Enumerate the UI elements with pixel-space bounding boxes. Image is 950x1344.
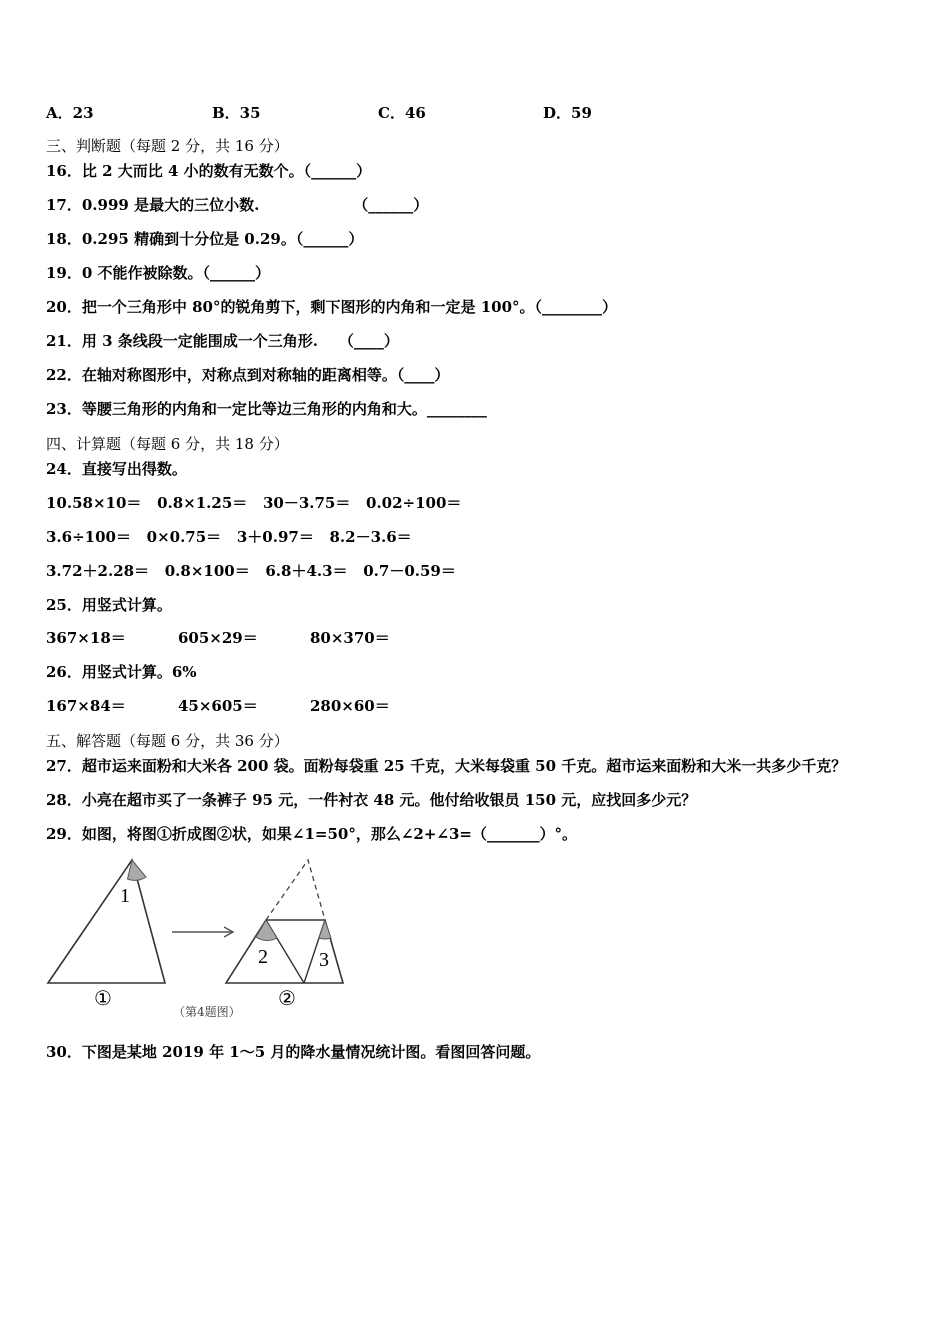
figure-caption: （第4题图） (173, 1005, 241, 1019)
question-17: 17．0.999 是最大的三位小数. （______） (46, 196, 429, 214)
question-16: 16．比 2 大而比 4 小的数有无数个。（______） (46, 162, 372, 180)
question-28: 28．小亮在超市买了一条裤子 95 元，一件衬衣 48 元。他付给收银员 150 元，应找回多少元？ (46, 791, 697, 809)
section4-heading: 四、计算题（每题 6 分，共 18 分） (46, 435, 289, 453)
figure-1-triangle (48, 860, 165, 983)
figure-1-label: ① (94, 986, 112, 1010)
question-24: 24．直接写出得数。 (46, 460, 187, 478)
figure-2-label: ② (278, 986, 296, 1010)
calc-row-3: 3.72＋2.28＝ 0.8×100＝ 6.8＋4.3＝ 0.7－0.59＝ (46, 562, 456, 580)
angle-3-marker (319, 920, 331, 939)
calc-row-1: 10.58×10＝ 0.8×1.25＝ 30－3.75＝ 0.02÷100＝ (46, 494, 462, 512)
question-25: 25．用竖式计算。 (46, 596, 172, 614)
choice-d: D．59 (543, 104, 592, 122)
question-27: 27．超市运来面粉和大米各 200 袋。面粉每袋重 25 千克，大米每袋重 50 千克。超市运来面粉和大米一共多少千克？ (46, 757, 847, 775)
arrow-icon (172, 927, 233, 937)
section3-heading: 三、判断题（每题 2 分，共 16 分） (46, 137, 289, 155)
angle-2-label: 2 (258, 946, 268, 968)
triangle-fold-figure (40, 850, 360, 1030)
choice-a: A．23 (46, 104, 94, 122)
question-30: 30．下图是某地 2019 年 1～5 月的降水量情况统计图。看图回答问题。 (46, 1043, 541, 1061)
question-29: 29．如图，将图①折成图②状，如果∠1=50°，那么∠2+∠3=（_______）°。 (46, 825, 577, 843)
calc-row-2: 3.6÷100＝ 0×0.75＝ 3＋0.97＝ 8.2－3.6＝ (46, 528, 412, 546)
question-26: 26．用竖式计算。6% (46, 663, 197, 681)
question-18: 18．0.295 精确到十分位是 0.29。（______） (46, 230, 364, 248)
question-20: 20．把一个三角形中 80°的锐角剪下，剩下图形的内角和一定是 100°。（________） (46, 298, 618, 316)
question-23: 23．等腰三角形的内角和一定比等边三角形的内角和大。________ (46, 400, 487, 418)
choice-c: C．46 (378, 104, 426, 122)
figure-2-folded (226, 860, 343, 983)
calc-row-5: 167×84＝ 45×605＝ 280×60＝ (46, 697, 390, 715)
calc-row-4: 367×18＝ 605×29＝ 80×370＝ (46, 629, 390, 647)
angle-1-label: 1 (120, 885, 130, 907)
section5-heading: 五、解答题（每题 6 分，共 36 分） (46, 732, 289, 750)
angle-3-label: 3 (319, 949, 329, 971)
question-19: 19．0 不能作被除数。（______） (46, 264, 271, 282)
choice-b: B．35 (212, 104, 261, 122)
question-21: 21．用 3 条线段一定能围成一个三角形. （____） (46, 332, 399, 350)
question-22: 22．在轴对称图形中，对称点到对称轴的距离相等。（____） (46, 366, 450, 384)
